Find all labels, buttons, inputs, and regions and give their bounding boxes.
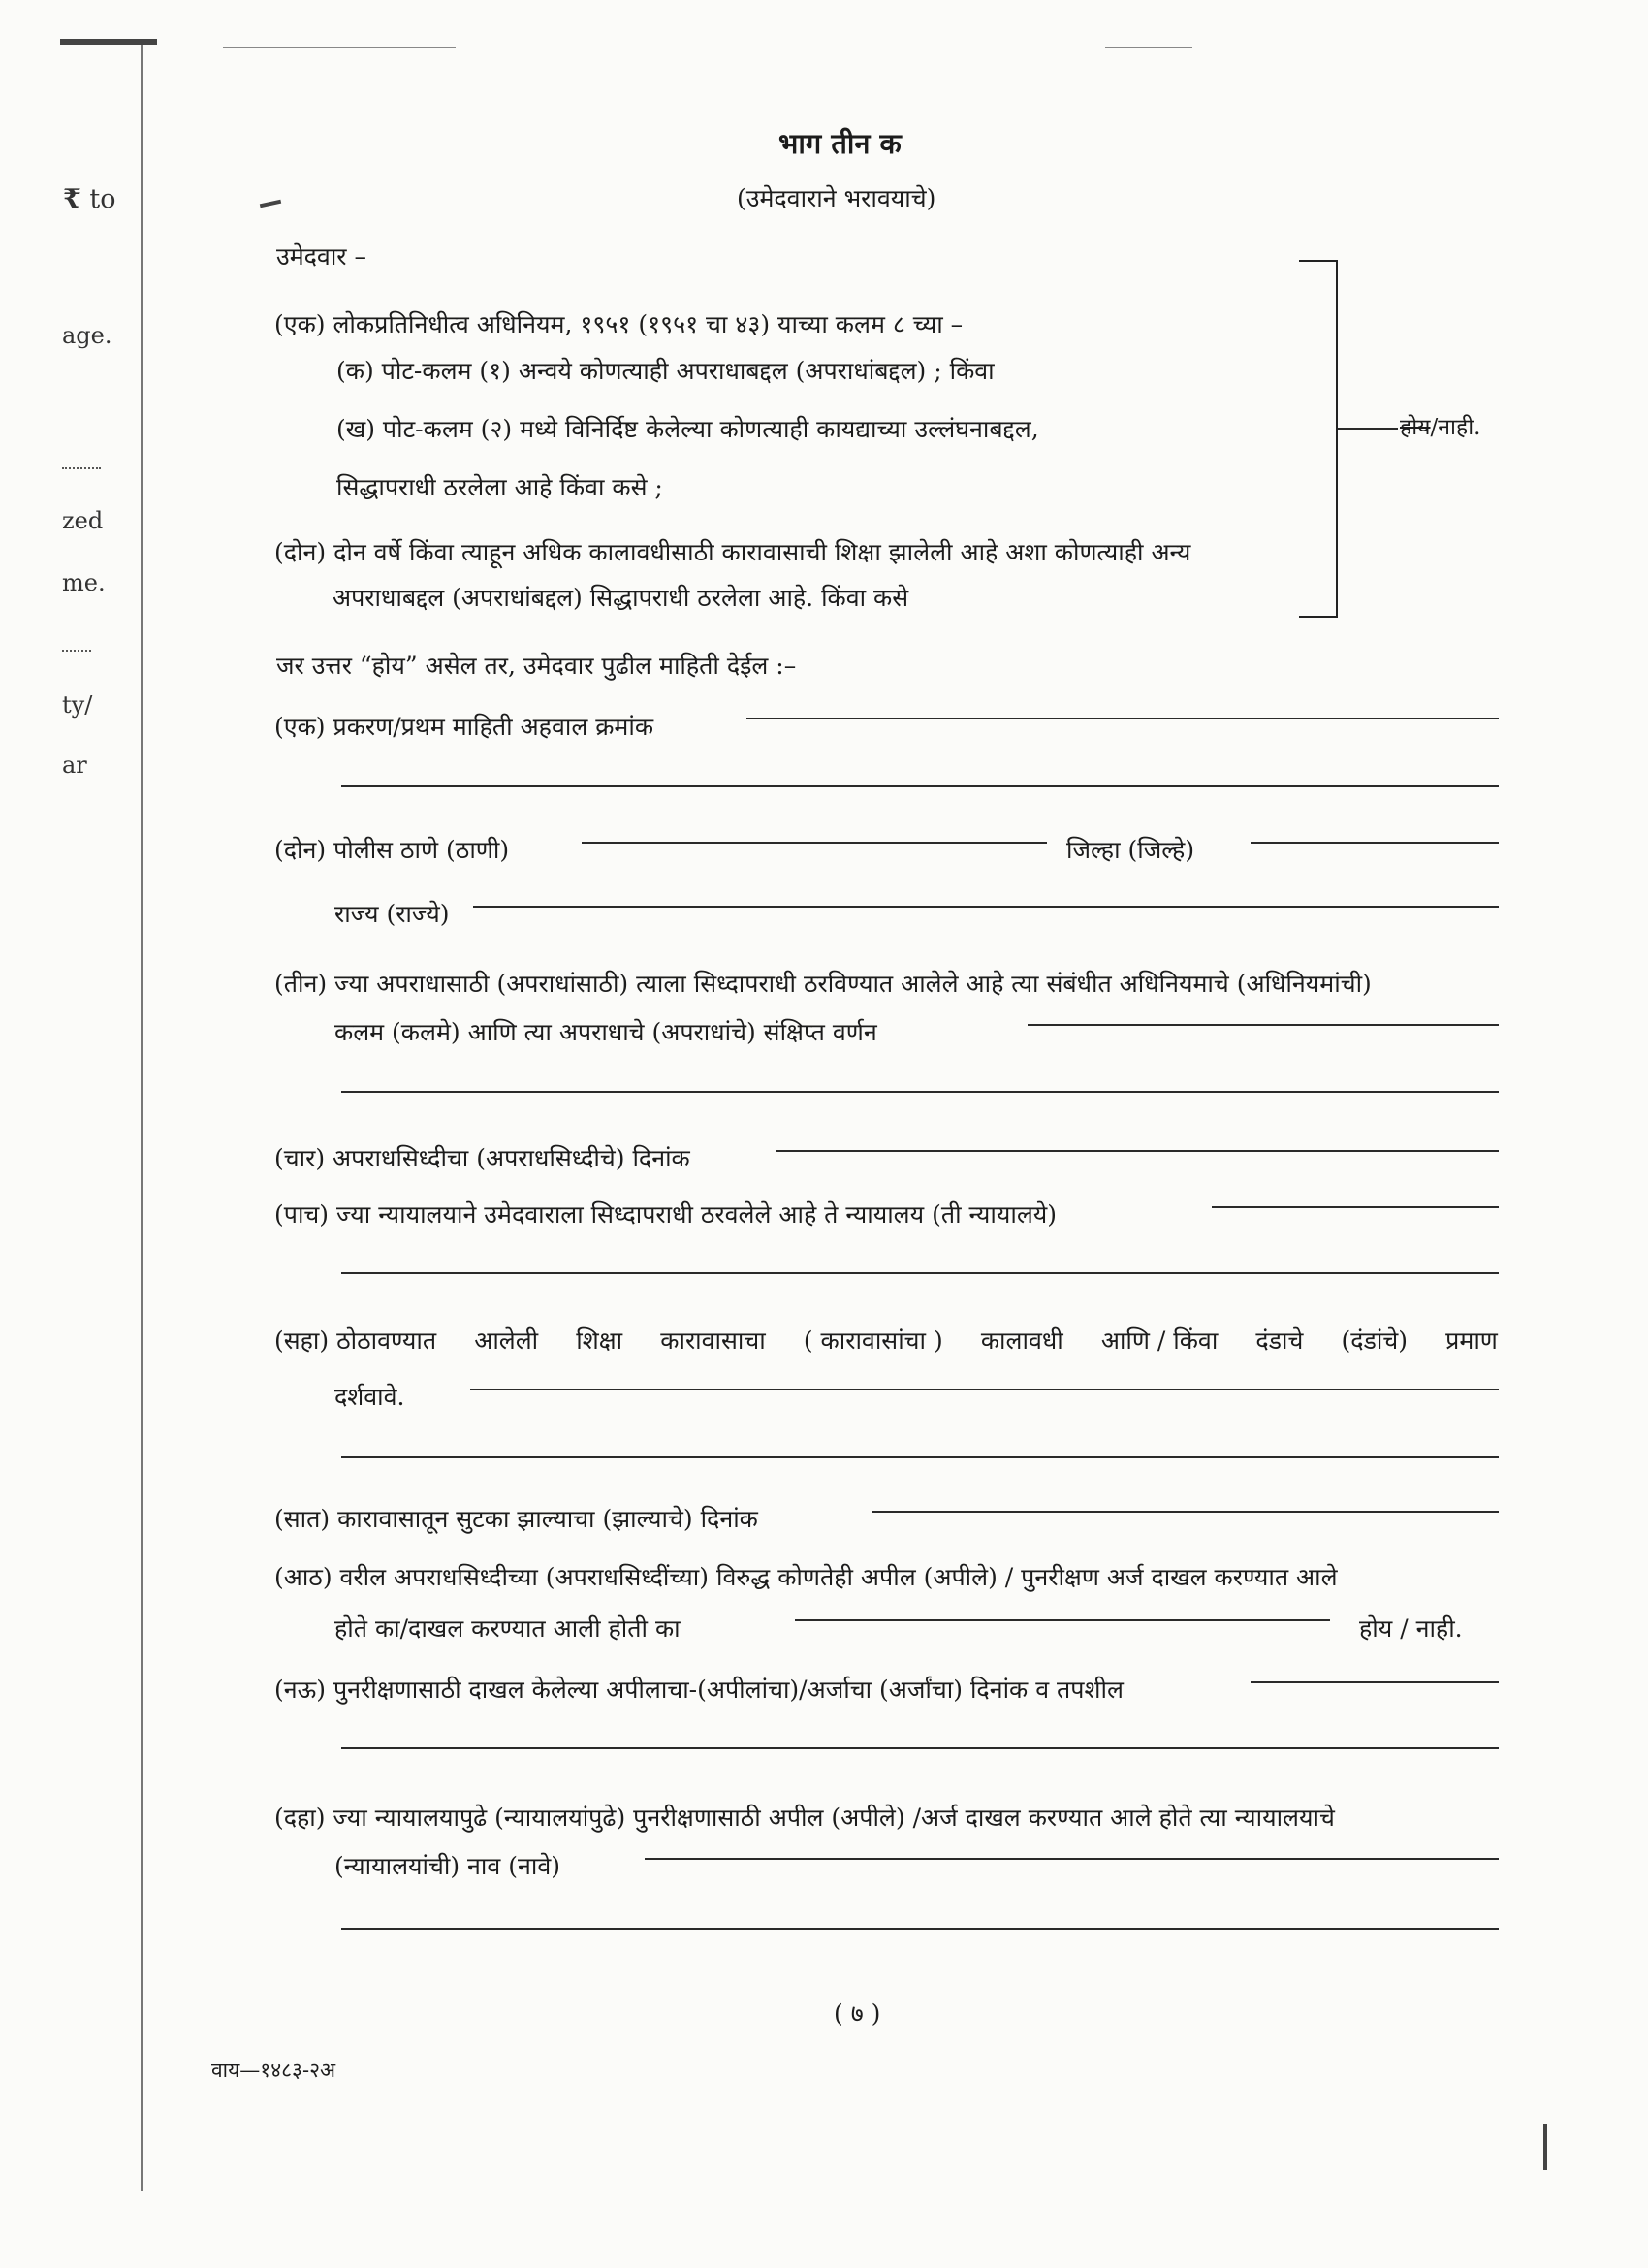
field-ek-blank-2[interactable] — [341, 785, 1499, 787]
field-pach-blank-2[interactable] — [341, 1272, 1499, 1274]
field-nau-blank-2[interactable] — [341, 1747, 1499, 1749]
field-pach-label: (पाच) ज्या न्यायालयाने उमेदवाराला सिध्दापराधी ठरवलेले आहे ते न्यायालय (ती न्यायालये) — [274, 1200, 1058, 1229]
field-nau-label: (नऊ) पुनरीक्षणासाठी दाखल केलेल्या अपीलाचा-(अपीलांचा)/अर्जाचा (अर्जांचा) दिनांक व तपशील — [274, 1676, 1124, 1704]
clause-ek: (एक) लोकप्रतिनिधीत्व अधिनियम, १९५१ (१९५१ चा ४३) याच्या कलम ८ च्या – — [274, 310, 964, 338]
brace-pointer — [1338, 428, 1398, 430]
field-nau-blank[interactable] — [1251, 1681, 1499, 1683]
clause-ka: (क) पोट-कलम (१) अन्वये कोणत्याही अपराधाबद्दल (अपराधांबद्दल) ; किंवा — [336, 357, 995, 385]
clause-don-line2: अपराधाबद्दल (अपराधांबद्दल) सिद्धापराधी ठरलेला आहे. किंवा कसे — [333, 584, 909, 612]
margin-fragment: ar — [62, 751, 87, 779]
margin-fragment: ₹ to — [63, 184, 116, 214]
field-daha-blank[interactable] — [645, 1858, 1499, 1860]
margin-fragment: ty/ — [62, 691, 93, 719]
if-yes-intro: जर उत्तर “होय” असेल तर, उमेदवार पुढील माहिती देईल :– — [276, 652, 797, 680]
margin-dots — [62, 650, 91, 652]
answer-rest: /नाही. — [1430, 415, 1481, 440]
field-ek-label: (एक) प्रकरण/प्रथम माहिती अहवाल क्रमांक — [274, 713, 654, 741]
field-police-station-blank[interactable] — [582, 842, 1047, 844]
page-number: ( ७ ) — [834, 1999, 881, 2028]
field-teen-line1: (तीन) ज्या अपराधासाठी (अपराधांसाठी) त्याला सिध्दापराधी ठरविण्यात आलेले आहे त्या संबंधीत अधिनियमाचे (अधिनियमांची) — [274, 970, 1372, 998]
field-aath-line1: (आठ) वरील अपराधसिध्दीच्या (अपराधसिध्दींच्या) विरुद्ध कोणतेही अपील (अपीले) / पुनरीक्षण अर्ज दाखल करण्यात आले — [274, 1563, 1338, 1591]
top-right-scan-line — [1105, 47, 1192, 48]
print-code: वाय—१४८३-२अ — [211, 2059, 336, 2082]
margin-fragment: zed — [62, 507, 104, 534]
top-scan-line — [223, 47, 456, 48]
aath-yes-no: होय / नाही. — [1359, 1614, 1463, 1643]
field-daha-line1: (दहा) ज्या न्यायालयापुढे (न्यायालयांपुढे) पुनरीक्षणासाठी अपील (अपीले) /अर्ज दाखल करण्यात आले होते त्या न्यायालयाचे — [274, 1804, 1335, 1832]
field-saha-line1: (सहा) ठोठावण्यात आलेली शिक्षा कारावासाचा ( कारावासांचा ) कालावधी आणि / किंवा दंडाचे (दंडांचे) प्रमाण — [274, 1326, 1498, 1355]
clause-don-line1: (दोन) दोन वर्षे किंवा त्याहून अधिक कालावधीसाठी कारावासाची शिक्षा झालेली आहे अशा कोणत्याही अन्य — [274, 538, 1191, 566]
candidate-intro: उमेदवार – — [276, 242, 366, 271]
field-teen-blank-2[interactable] — [341, 1091, 1499, 1093]
margin-dots — [62, 467, 101, 469]
page-subtitle: (उमेदवाराने भरावयाचे) — [737, 184, 936, 212]
field-daha-line2: (न्यायालयांची) नाव (नावे) — [334, 1852, 561, 1880]
margin-fragment: age. — [62, 322, 112, 349]
field-daha-blank-2[interactable] — [341, 1928, 1499, 1930]
field-district-blank[interactable] — [1251, 842, 1499, 844]
field-saha-blank[interactable] — [470, 1389, 1499, 1390]
grouping-brace — [1299, 260, 1338, 618]
field-ek-blank[interactable] — [746, 718, 1499, 719]
field-saat-blank[interactable] — [872, 1511, 1499, 1513]
field-aath-blank[interactable] — [795, 1619, 1330, 1621]
field-char-blank[interactable] — [776, 1150, 1499, 1152]
field-aath-line2: होते का/दाखल करण्यात आली होती का — [334, 1614, 681, 1643]
arrow-mark — [260, 200, 281, 208]
field-saha-line2: दर्शवावे. — [334, 1383, 405, 1411]
field-teen-line2: कलम (कलमे) आणि त्या अपराधाचे (अपराधांचे) संक्षिप्त वर्णन — [334, 1018, 877, 1046]
field-don-label: (दोन) पोलीस ठाणे (ठाणी) — [274, 836, 510, 864]
left-margin-rule — [141, 44, 143, 2191]
margin-fragment: me. — [62, 569, 106, 596]
yes-no-answer — [1400, 413, 1480, 442]
state-label: राज्य (राज्ये) — [334, 900, 450, 928]
field-teen-blank[interactable] — [1028, 1024, 1499, 1026]
field-char-label: (चार) अपराधसिध्दीचा (अपराधसिध्दीचे) दिनांक — [274, 1144, 690, 1172]
field-pach-blank[interactable] — [1212, 1206, 1499, 1208]
page-title: भाग तीन क — [778, 127, 902, 160]
answer-struck: होय — [1400, 415, 1431, 440]
field-saha-blank-2[interactable] — [341, 1456, 1499, 1458]
district-label: जिल्हा (जिल्हे) — [1066, 836, 1195, 864]
field-saat-label: (सात) कारावासातून सुटका झाल्याचा (झाल्याचे) दिनांक — [274, 1505, 758, 1533]
scan-mark-right — [1543, 2124, 1547, 2170]
scan-smudge-top — [60, 39, 157, 45]
clause-kha-continued: सिद्धापराधी ठरलेला आहे किंवा कसे ; — [336, 473, 663, 501]
field-state-blank[interactable] — [473, 906, 1499, 908]
clause-kha: (ख) पोट-कलम (२) मध्ये विनिर्दिष्ट केलेल्या कोणत्याही कायद्याच्या उल्लंघनाबद्दल, — [336, 415, 1039, 443]
